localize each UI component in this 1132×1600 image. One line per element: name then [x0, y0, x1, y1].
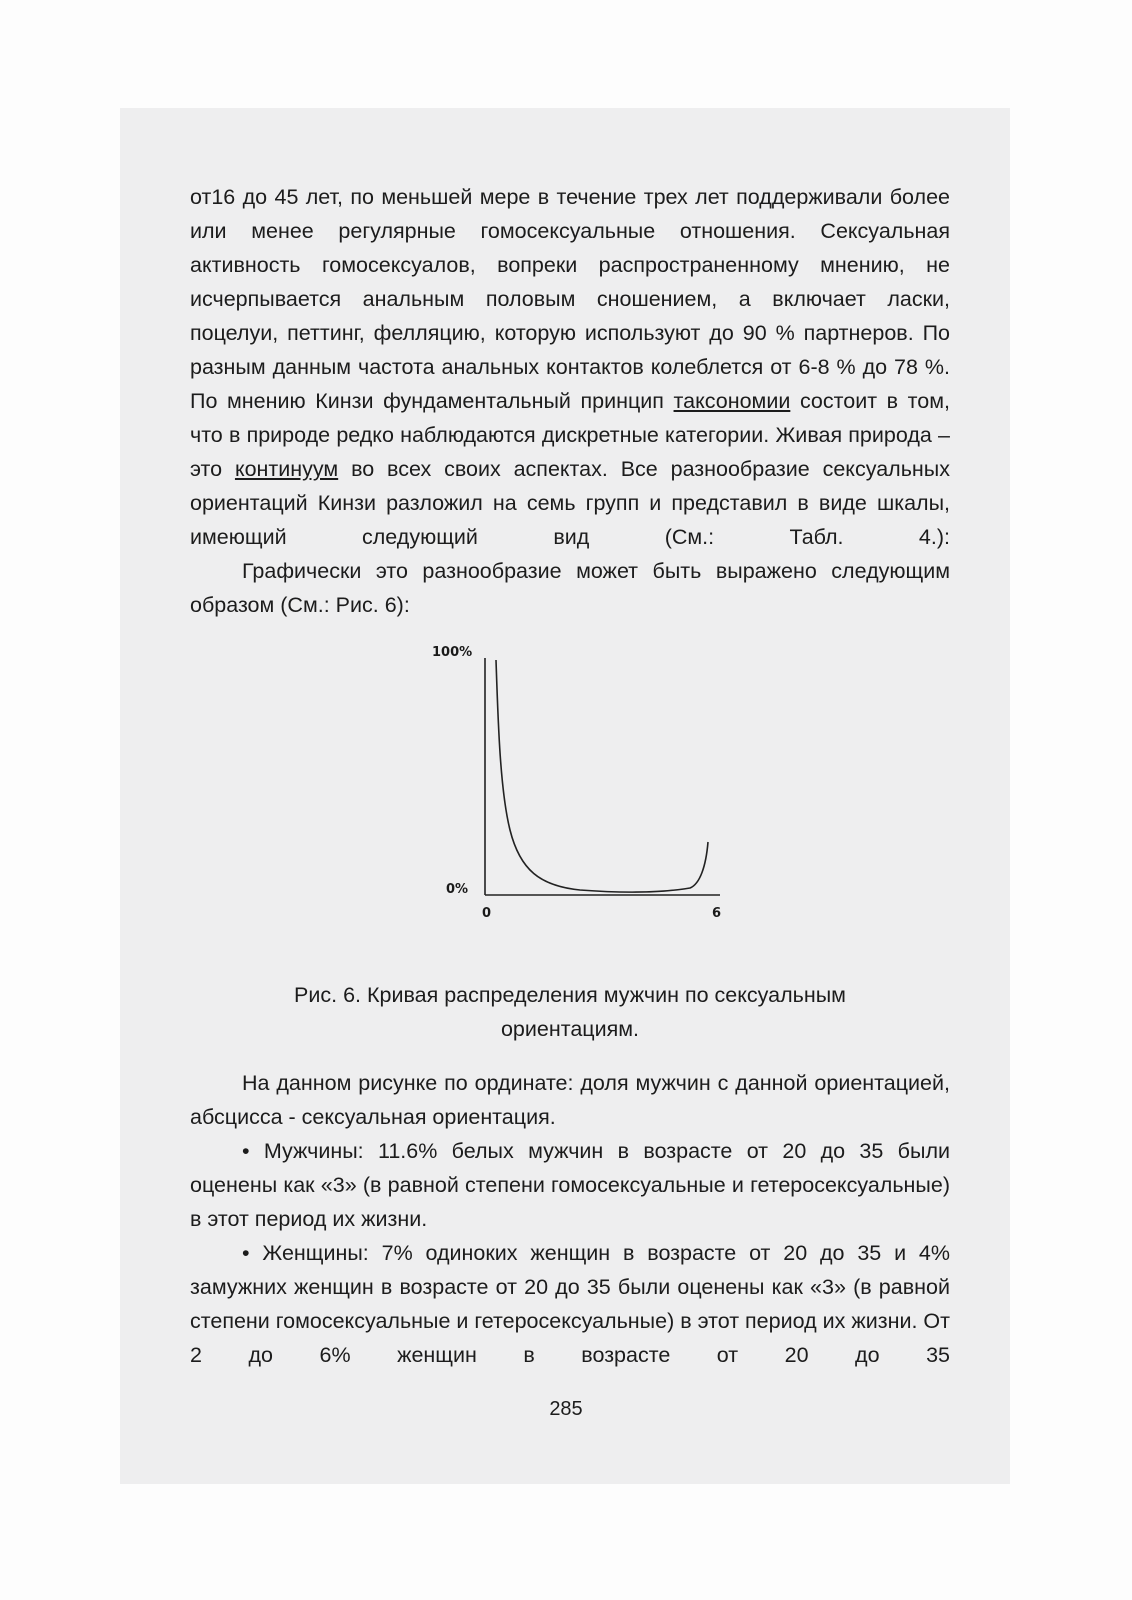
x-axis-left-label: 0 — [482, 906, 492, 921]
caption-line-1: Рис. 6. Кривая распределения мужчин по сексуальным — [294, 983, 846, 1007]
y-axis-top-label: 100% — [432, 645, 473, 660]
figure-caption — [190, 978, 950, 1046]
paragraph-3: На данном рисунке по ординате: доля мужчин с данной ориентацией, абсцисса - сексуальная ориентация. — [190, 1071, 950, 1129]
y-axis-bottom-label: 0% — [446, 882, 469, 897]
body-text-top — [190, 180, 950, 622]
paragraph-1-text-3: во всех своих аспектах. Все разнообразие сексуальных ориентаций Кинзи разложил на семь групп и представил в виде шкалы, имеющий следующий вид (См.: Табл. 4.): — [190, 457, 950, 549]
term-continuum: континуум — [234, 457, 339, 481]
body-text-bottom — [190, 1066, 950, 1372]
caption-line-2: ориентациям. — [500, 1017, 640, 1041]
paragraph-1-text: от16 до 45 лет, по меньшей мере в течение трех лет поддерживали более или менее регулярные гомосексуальные отношения. Сексуальная активность гомосексуалов, вопреки распространенному мнению, не исчерпывается анальным половым сношением, а включает ласки, поцелуи, петтинг, фелляцию, которую используют до 90 % партнеров. По разным данным частота анальных контактов колеблется от 6-8 % до 78 %. По мнению Кинзи фундаментальный принцип — [190, 185, 950, 413]
bullet-women: • Женщины: 7% одиноких женщин в возрасте от 20 до 35 и 4% замужних женщин в возрасте от 20 до 35 были оценены как «3» (в равной степени гомосексуальные и гетеросексуальные) в этот период их жизни. От 2 до 6% женщин в возрасте от 20 до 35 — [190, 1241, 950, 1367]
paragraph-2: Графически это разнообразие может быть выражено следующим образом (См.: Рис. 6): — [190, 559, 950, 617]
page-number: 285 — [549, 1398, 583, 1420]
paragraph-1-text-2: состоит в том, что в природе редко наблюдаются дискретные категории. Живая природа – это — [190, 389, 950, 481]
x-axis-right-label: 6 — [712, 906, 722, 921]
term-taxonomy: таксономии — [673, 389, 791, 413]
paragraph-1 — [190, 180, 950, 554]
bullet-men: • Мужчины: 11.6% белых мужчин в возрасте от 20 до 35 были оценены как «3» (в равной степени гомосексуальные и гетеросексуальные) в этот период их жизни. — [190, 1139, 950, 1231]
